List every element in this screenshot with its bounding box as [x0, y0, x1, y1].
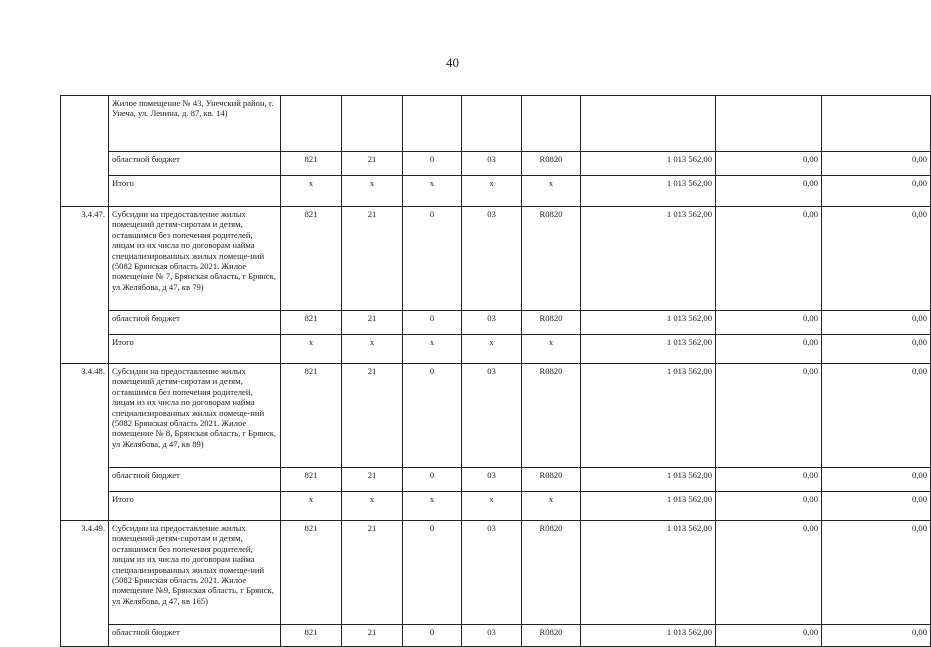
table-row: [61, 311, 931, 335]
subsection-value: 0: [429, 627, 435, 637]
expense-type-value: R0820: [539, 470, 563, 480]
description-cell: [109, 625, 281, 647]
table-row: [61, 364, 931, 468]
section-value: x: [369, 494, 375, 504]
subsection-value: 0: [429, 313, 435, 323]
chapter-value: 821: [304, 523, 318, 533]
subsection-value: 0: [429, 209, 435, 219]
amount-2021-value: 1 013 562,00: [666, 627, 712, 637]
expense-type-cell: [522, 521, 581, 625]
description-cell: [109, 311, 281, 335]
chapter-cell: [281, 152, 342, 176]
subsection-value: 0: [429, 154, 435, 164]
description-text: областной бюджет: [112, 313, 180, 323]
section-cell: [342, 364, 403, 468]
amount-2022-cell: [716, 492, 822, 521]
amount-2022-cell: [716, 176, 822, 207]
chapter-cell: [281, 364, 342, 468]
section-cell: [342, 468, 403, 492]
table-row: [61, 176, 931, 207]
expense-type-cell: [522, 311, 581, 335]
chapter-cell: [281, 207, 342, 311]
amount-2021-cell: [581, 364, 716, 468]
table-row: [61, 625, 931, 647]
target-article-value: 03: [487, 209, 496, 219]
subsection-cell: [403, 152, 462, 176]
amount-2023-value: 0,00: [911, 523, 927, 533]
amount-2023-cell: [822, 364, 931, 468]
chapter-cell: [281, 468, 342, 492]
target-article-cell: [462, 625, 522, 647]
expense-type-cell: [522, 176, 581, 207]
section-cell: [342, 311, 403, 335]
chapter-cell: [281, 176, 342, 207]
description-cell: [109, 207, 281, 311]
target-article-cell: [462, 492, 522, 521]
subsection-cell: [403, 335, 462, 364]
expense-type-value: R0820: [539, 523, 563, 533]
subsection-value: 0: [429, 366, 435, 376]
chapter-cell: [281, 625, 342, 647]
target-article-value: x: [489, 494, 494, 504]
subsection-cell: [403, 176, 462, 207]
target-article-value: 03: [487, 366, 496, 376]
amount-2022-cell: [716, 625, 822, 647]
chapter-cell: [281, 335, 342, 364]
item-number: 3.4.47.: [81, 209, 105, 219]
amount-2023-cell: [822, 96, 931, 152]
section-cell: [342, 152, 403, 176]
description-cell: [109, 492, 281, 521]
budget-table: [60, 95, 931, 647]
amount-2023-value: 0,00: [911, 627, 927, 637]
amount-2023-value: 0,00: [911, 470, 927, 480]
expense-type-cell: [522, 96, 581, 152]
amount-2022-value: 0,00: [802, 366, 818, 376]
expense-type-cell: [522, 207, 581, 311]
amount-2022-value: 0,00: [802, 313, 818, 323]
table-row: [61, 96, 931, 152]
section-value: x: [369, 178, 375, 188]
target-article-value: 03: [487, 627, 496, 637]
table-row: [61, 521, 931, 625]
target-article-value: x: [489, 337, 494, 347]
subsection-cell: [403, 96, 462, 152]
expense-type-value: R0820: [539, 313, 563, 323]
subsection-value: 0: [429, 470, 435, 480]
section-cell: [342, 96, 403, 152]
chapter-value: 821: [304, 154, 318, 164]
section-value: 21: [367, 366, 377, 376]
chapter-cell: [281, 492, 342, 521]
description-text: Итого: [112, 337, 134, 347]
table-row: [61, 207, 931, 311]
description-cell: [109, 96, 281, 152]
target-article-cell: [462, 176, 522, 207]
amount-2022-cell: [716, 364, 822, 468]
amount-2023-value: 0,00: [911, 209, 927, 219]
subsection-cell: [403, 364, 462, 468]
description-cell: [109, 152, 281, 176]
amount-2021-cell: [581, 207, 716, 311]
amount-2022-value: 0,00: [802, 523, 818, 533]
target-article-cell: [462, 96, 522, 152]
target-article-cell: [462, 152, 522, 176]
amount-2021-value: 1 013 562,00: [666, 178, 712, 188]
amount-2023-value: 0,00: [911, 154, 927, 164]
section-value: x: [369, 337, 375, 347]
amount-2021-cell: [581, 335, 716, 364]
amount-2023-cell: [822, 335, 931, 364]
page-number: 40: [446, 55, 459, 70]
target-article-cell: [462, 468, 522, 492]
amount-2023-cell: [822, 207, 931, 311]
expense-type-value: x: [548, 178, 554, 188]
section-value: 21: [367, 523, 377, 533]
chapter-cell: [281, 311, 342, 335]
amount-2023-cell: [822, 176, 931, 207]
target-article-cell: [462, 335, 522, 364]
amount-2022-cell: [716, 311, 822, 335]
chapter-value: x: [308, 494, 314, 504]
description-cell: [109, 364, 281, 468]
section-value: 21: [367, 154, 377, 164]
amount-2022-cell: [716, 468, 822, 492]
amount-2023-value: 0,00: [911, 178, 927, 188]
description-cell: [109, 176, 281, 207]
chapter-value: 821: [304, 209, 318, 219]
expense-type-value: x: [548, 494, 554, 504]
table-row: [61, 468, 931, 492]
item-number-cell: [61, 364, 109, 521]
section-cell: [342, 492, 403, 521]
amount-2022-cell: [716, 96, 822, 152]
expense-type-value: R0820: [539, 154, 563, 164]
description-text: Итого: [112, 494, 134, 504]
description-text: Итого: [112, 178, 134, 188]
subsection-cell: [403, 311, 462, 335]
description-cell: [109, 335, 281, 364]
chapter-value: 821: [304, 313, 318, 323]
subsection-cell: [403, 207, 462, 311]
amount-2021-value: 1 013 562,00: [666, 209, 712, 219]
chapter-value: x: [308, 337, 314, 347]
expense-type-value: R0820: [539, 209, 563, 219]
description-text: Жилое помещение № 43, Унечский район, г. Унеча, ул. Ленина, д. 87, кв. 14): [112, 98, 274, 119]
section-cell: [342, 625, 403, 647]
subsection-value: 0: [429, 523, 435, 533]
amount-2021-cell: [581, 492, 716, 521]
description-text: Субсидии на предоставление жилых помещений детям-сиротам и детям, оставшимся без попечения родителей, лицам из их числа по договорам найма специализированных жилых помеще-ний (5082 Брянская область 2021. Жилое помещение № 8, Брянская область, г Брянск, ул Желябова, д 47, кв 89): [112, 366, 277, 449]
description-text: областной бюджет: [112, 470, 180, 480]
chapter-value: 821: [304, 627, 318, 637]
amount-2022-cell: [716, 207, 822, 311]
chapter-value: 821: [304, 470, 318, 480]
section-value: 21: [367, 209, 377, 219]
amount-2022-value: 0,00: [802, 178, 818, 188]
description-cell: [109, 521, 281, 625]
description-text: областной бюджет: [112, 627, 180, 637]
table-body: [61, 96, 931, 647]
amount-2021-cell: [581, 311, 716, 335]
amount-2022-value: 0,00: [802, 337, 818, 347]
chapter-value: 821: [304, 366, 318, 376]
section-value: 21: [367, 313, 377, 323]
section-value: 21: [367, 627, 377, 637]
amount-2023-value: 0,00: [911, 366, 927, 376]
subsection-cell: [403, 521, 462, 625]
amount-2022-value: 0,00: [802, 470, 818, 480]
target-article-cell: [462, 521, 522, 625]
expense-type-cell: [522, 625, 581, 647]
chapter-cell: [281, 521, 342, 625]
amount-2023-cell: [822, 625, 931, 647]
expense-type-cell: [522, 492, 581, 521]
amount-2021-cell: [581, 176, 716, 207]
section-cell: [342, 207, 403, 311]
amount-2022-value: 0,00: [802, 494, 818, 504]
amount-2021-cell: [581, 468, 716, 492]
section-cell: [342, 335, 403, 364]
expense-type-cell: [522, 152, 581, 176]
target-article-value: 03: [487, 523, 496, 533]
amount-2022-value: 0,00: [802, 154, 818, 164]
description-cell: [109, 468, 281, 492]
amount-2022-cell: [716, 335, 822, 364]
amount-2023-cell: [822, 521, 931, 625]
expense-type-value: x: [548, 337, 554, 347]
table-row: [61, 335, 931, 364]
amount-2021-value: 1 013 562,00: [666, 494, 712, 504]
amount-2021-value: 1 013 562,00: [666, 154, 712, 164]
expense-type-value: R0820: [539, 627, 563, 637]
amount-2023-cell: [822, 311, 931, 335]
target-article-value: 03: [487, 470, 496, 480]
amount-2022-cell: [716, 521, 822, 625]
target-article-value: 03: [487, 154, 496, 164]
target-article-cell: [462, 207, 522, 311]
amount-2021-cell: [581, 152, 716, 176]
amount-2023-value: 0,00: [911, 313, 927, 323]
amount-2022-value: 0,00: [802, 209, 818, 219]
description-text: Субсидии на предоставление жилых помещений детям-сиротам и детям, оставшимся без попечения родителей, лицам из их числа по договорам найма специализированных жилых помеще-ний (5082 Брянская область 2021. Жилое помещение №9, Брянская область, г Брянск, ул Желябова, д 47, кв 165): [112, 523, 274, 606]
subsection-cell: [403, 492, 462, 521]
item-number: 3.4.48.: [81, 366, 105, 376]
section-cell: [342, 521, 403, 625]
amount-2021-cell: [581, 96, 716, 152]
amount-2023-cell: [822, 468, 931, 492]
expense-type-cell: [522, 335, 581, 364]
target-article-cell: [462, 364, 522, 468]
expense-type-cell: [522, 364, 581, 468]
subsection-value: x: [429, 178, 435, 188]
amount-2023-value: 0,00: [911, 337, 927, 347]
target-article-value: x: [489, 178, 494, 188]
subsection-cell: [403, 625, 462, 647]
target-article-value: 03: [487, 313, 496, 323]
amount-2023-cell: [822, 152, 931, 176]
subsection-value: x: [429, 494, 435, 504]
item-number: 3.4.49.: [81, 523, 105, 533]
amount-2021-cell: [581, 625, 716, 647]
amount-2021-value: 1 013 562,00: [666, 313, 712, 323]
amount-2023-cell: [822, 492, 931, 521]
amount-2021-value: 1 013 562,00: [666, 337, 712, 347]
table-row: [61, 152, 931, 176]
item-number-cell: [61, 207, 109, 364]
section-cell: [342, 176, 403, 207]
amount-2022-cell: [716, 152, 822, 176]
section-value: 21: [367, 470, 377, 480]
amount-2022-value: 0,00: [802, 627, 818, 637]
expense-type-cell: [522, 468, 581, 492]
target-article-cell: [462, 311, 522, 335]
item-number-cell: [61, 521, 109, 647]
table-row: [61, 492, 931, 521]
chapter-value: x: [308, 178, 314, 188]
chapter-cell: [281, 96, 342, 152]
expense-type-value: R0820: [539, 366, 563, 376]
subsection-cell: [403, 468, 462, 492]
description-text: Субсидии на предоставление жилых помещений детям-сиротам и детям, оставшимся без попечения родителей, лицам из их числа по договорам найма специализированных жилых помеще-ний (5082 Брянская область 2021. Жилое помещение № 7, Брянская область, г Брянск, ул Желябова, д 47, кв 79): [112, 209, 277, 292]
amount-2021-value: 1 013 562,00: [666, 523, 712, 533]
subsection-value: x: [429, 337, 435, 347]
amount-2021-cell: [581, 521, 716, 625]
amount-2023-value: 0,00: [911, 494, 927, 504]
amount-2021-value: 1 013 562,00: [666, 470, 712, 480]
item-number-cell: [61, 96, 109, 207]
description-text: областной бюджет: [112, 154, 180, 164]
amount-2021-value: 1 013 562,00: [666, 366, 712, 376]
